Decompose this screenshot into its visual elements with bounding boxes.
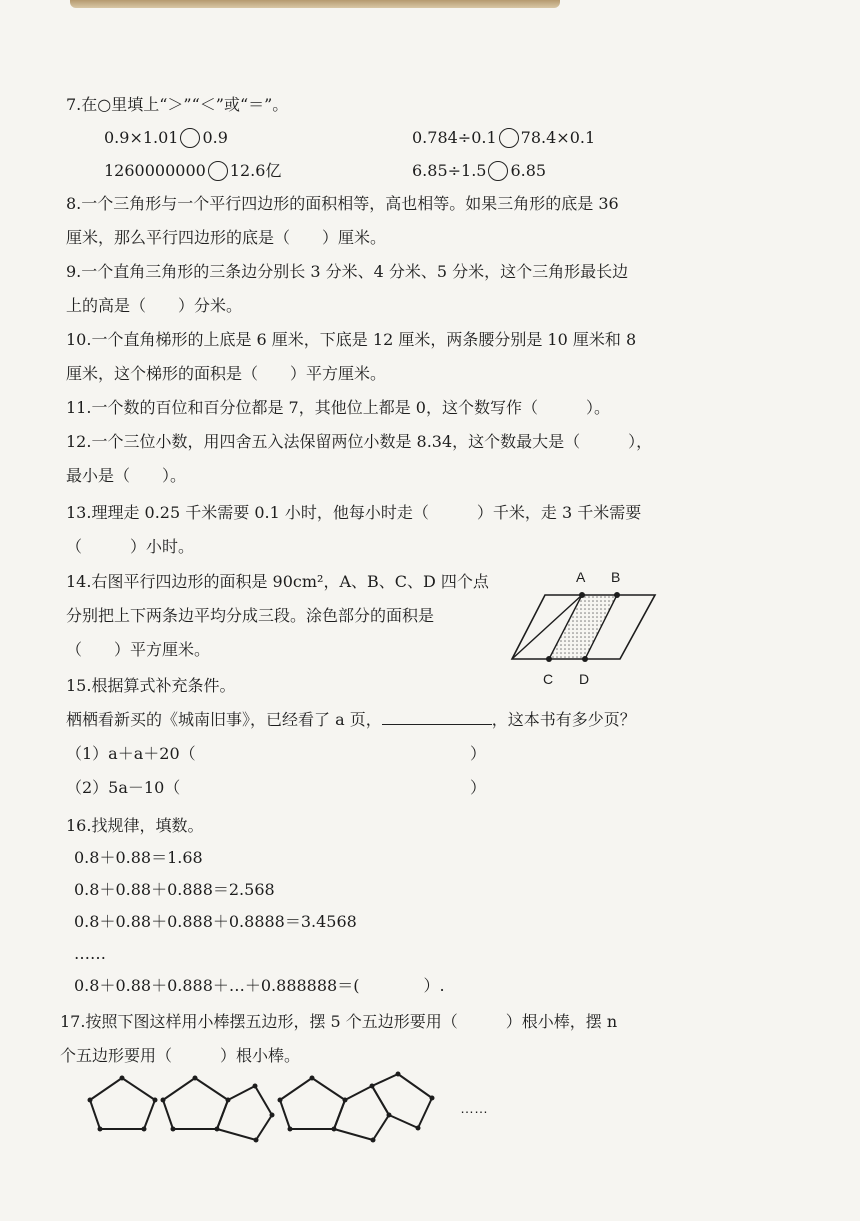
q7-c-left: 1260000000	[104, 161, 206, 180]
q15-title: 15.根据算式补充条件。	[66, 676, 236, 695]
page-top-edge	[70, 0, 560, 8]
q7-a-right: 0.9	[202, 128, 228, 147]
q15-stem-b: ，这本书有多少页？	[491, 710, 636, 729]
q16-row1: 0.8＋0.88＝1.68	[74, 848, 203, 867]
point-d	[582, 656, 588, 662]
pentagon-2b	[217, 1086, 272, 1140]
pentagon-2a	[163, 1078, 228, 1129]
q17-line1: 17.按照下图这样用小棒摆五边形，摆 5 个五边形要用（ ）根小棒，摆 n	[60, 1012, 618, 1031]
q16-row2: 0.8＋0.88＋0.888＝2.568	[74, 880, 275, 899]
pentagon-1	[90, 1078, 155, 1129]
q15-option-2-close: ）	[470, 778, 487, 797]
q16-row3: 0.8＋0.88＋0.888＋0.8888＝3.4568	[74, 912, 357, 931]
point-c	[546, 656, 552, 662]
shaded-region	[549, 595, 617, 659]
label-a: A	[576, 569, 586, 585]
label-d: D	[579, 671, 590, 687]
q7-b-left: 0.784÷0.1	[412, 128, 497, 147]
point-a	[579, 592, 585, 598]
q7-title: 7.在○里填上“＞”“＜”或“＝”。	[66, 95, 289, 114]
q14-line2: 分别把上下两条边平均分成三段。涂色部分的面积是	[66, 606, 435, 625]
compare-circle-icon[interactable]	[499, 128, 519, 148]
q7-a-left: 0.9×1.01	[104, 128, 179, 147]
pentagon-3c	[372, 1074, 432, 1128]
q10-line2: 厘米，这个梯形的面积是（ ）平方厘米。	[66, 364, 387, 383]
compare-circle-icon[interactable]	[208, 161, 228, 181]
q7-b-right: 78.4×0.1	[520, 128, 596, 147]
point-b	[614, 592, 620, 598]
q10-line1: 10.一个直角梯形的上底是 6 厘米，下底是 12 厘米，两条腰分别是 10 厘米和 8	[66, 330, 637, 349]
label-b: B	[611, 569, 621, 585]
sequence-ellipsis: ……	[460, 1100, 488, 1116]
q15-option-1-close: ）	[470, 744, 487, 763]
q8-line1: 8.一个三角形与一个平行四边形的面积相等，高也相等。如果三角形的底是 36	[66, 194, 619, 213]
pentagon-3a	[280, 1078, 345, 1129]
q7-c-right: 12.6亿	[229, 161, 282, 180]
parallelogram-figure	[500, 560, 670, 690]
q11-line1: 11.一个数的百位和百分位都是 7，其他位上都是 0，这个数写作（ ）。	[66, 398, 610, 417]
q12-line1: 12.一个三位小数，用四舍五入法保留两位小数是 8.34，这个数最大是（ ），	[66, 432, 653, 451]
q9-line1: 9.一个直角三角形的三条边分别长 3 分米、4 分米、5 分米，这个三角形最长边	[66, 262, 629, 281]
pentagon-sequence-figure	[80, 1068, 500, 1158]
q7-item-a	[104, 128, 228, 148]
q13-line2: （ ）小时。	[66, 537, 195, 556]
pentagon-3b	[334, 1086, 389, 1140]
q16-row4: ……	[74, 944, 106, 963]
q16-title: 16.找规律，填数。	[66, 816, 204, 835]
q15-stem	[66, 710, 636, 730]
q17-line2: 个五边形要用（ ）根小棒。	[60, 1046, 301, 1065]
q14-line3: （ ）平方厘米。	[66, 640, 211, 659]
q12-line2: 最小是（ ）。	[66, 466, 187, 485]
q15-option-2: （2）5a－10（	[66, 778, 181, 797]
q14-line1: 14.右图平行四边形的面积是 90cm²，A、B、C、D 四个点	[66, 572, 489, 591]
q16-row5: 0.8＋0.88＋0.888＋…＋0.888888＝( ）.	[74, 976, 445, 995]
q7-item-d	[412, 161, 546, 181]
compare-circle-icon[interactable]	[180, 128, 200, 148]
q13-line1: 13.理理走 0.25 千米需要 0.1 小时，他每小时走（ ）千米，走 3 千米需要	[66, 503, 642, 522]
q7-d-right: 6.85	[510, 161, 547, 180]
label-c: C	[543, 671, 554, 687]
q15-answer-blank[interactable]	[382, 710, 492, 725]
q9-line2: 上的高是（ ）分米。	[66, 296, 243, 315]
q7-item-c	[104, 161, 281, 181]
q8-line2: 厘米，那么平行四边形的底是（ ）厘米。	[66, 228, 387, 247]
compare-circle-icon[interactable]	[488, 161, 508, 181]
q7-d-left: 6.85÷1.5	[412, 161, 487, 180]
q15-option-1: （1）a＋a＋20（	[66, 744, 196, 763]
q15-stem-a: 栖栖看新买的《城南旧事》，已经看了 a 页，	[66, 710, 382, 729]
q7-item-b	[412, 128, 595, 148]
